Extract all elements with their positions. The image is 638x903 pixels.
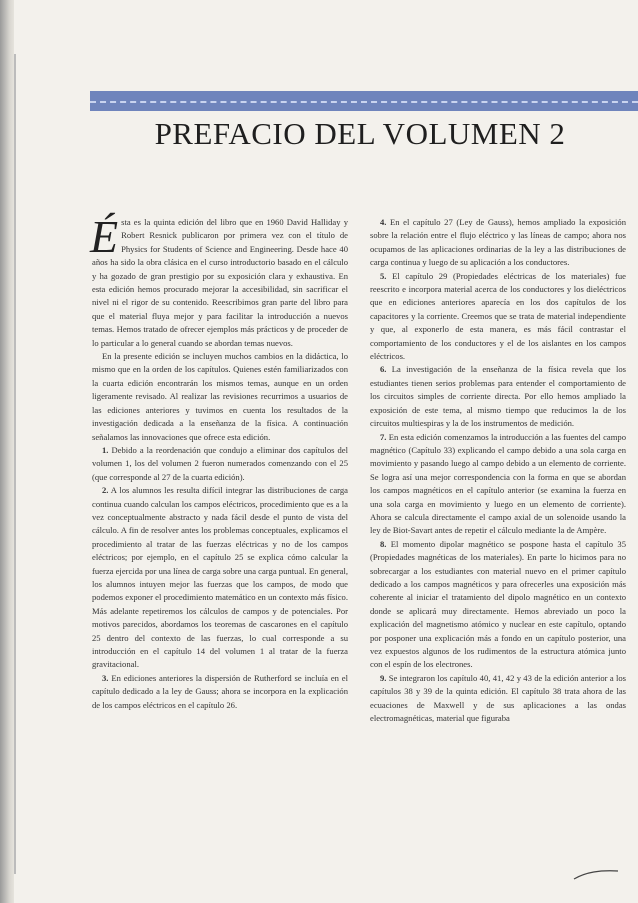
item-text: El momento dipolar magnético se pospone hasta el capítulo 35 (Propiedades magnéticas de los materiales). En parte lo hicimos para no sobrecargar a los estudiantes con material nuevo en el primer capítulo dedicado a los campos magnéticos y para ofrecerles una exposición más coherente al iniciar el tratamiento del dipolo magnético en un contexto donde se aplicará muy directamente. Hemos abreviado un poco la explicación del magnetismo atómico y nuclear en este capítulo, optando por posponer una explicación más a fondo en un capítulo posterior, una vez expuestos algunos de los rudimentos de la estructura atómica junto con el espín de los electrones.	[370, 538, 626, 670]
item-number: 6.	[380, 364, 387, 375]
item-text: El capítulo 29 (Propiedades eléctricas de los materiales) fue reescrito e incorpora material acerca de los conductores y los dieléctricos que en ediciones anteriores aparecía en los dos capítulos de los capacitores y la corriente. Creemos que se trata de material independiente y que, al exponerlo de esta manera, es más fácil contrastar el comportamiento de los conductores y el de los aislantes en los campos eléctricos.	[370, 270, 626, 362]
page-title: PREFACIO DEL VOLUMEN 2	[154, 116, 566, 151]
intro-paragraph	[90, 211, 348, 350]
list-item-1	[92, 444, 348, 484]
list-item-4	[370, 216, 626, 270]
item-text: Se integraron los capítulo 40, 41, 42 y 43 de la edición anterior a los capítulos 38 y 39 de la quinta edición. El capítulo 38 trata ahora de las ecuaciones de Maxwell y de sus aplicaciones a las ondas electromagnéticas, material que figuraba	[370, 672, 626, 724]
item-text: En esta edición comenzamos la introducción a las fuentes del campo magnético (Capítulo 33) explicando el campo debido a una sola carga en movimiento y pasando luego al campo debido a un elemento de corriente. Se logra así una mejor correspondencia con la forma en que se abordan los campos magnéticos en el capítulo anterior (se examina la fuerza en una sola carga en movimiento y luego en un elemento de corriente). Ahora se calcula directamente el campo axial de un solenoide usando la ley de Biot-Savart antes de repetir el cálculo mediante la de Ampère.	[370, 431, 626, 536]
item-number: 3.	[102, 672, 109, 683]
item-number: 7.	[380, 431, 387, 442]
pen-mark-icon	[572, 868, 620, 882]
paragraph-changes: En la presente edición se incluyen muchos cambios en la didáctica, lo mismo que en la orden de los capítulos. Quienes estén familiarizados con la cuarta edición encontrarán los mismos temas, aunque en un orden ligeramente revisado. Al realizar las revisiones recurrimos a usuarios de las ediciones anteriores y tuvimos en cuenta los resultados de la investigación dedicada a la enseñanza de la física. A continuación señalamos las innovaciones que ofrece esta edición.	[92, 351, 348, 442]
item-number: 4.	[380, 217, 387, 227]
list-item-3	[92, 672, 348, 712]
item-number: 5.	[380, 270, 387, 281]
left-column	[90, 211, 348, 712]
item-number: 2.	[102, 485, 109, 496]
header-banner	[90, 91, 638, 111]
item-number: 8.	[380, 538, 387, 549]
item-text: En ediciones anteriores la dispersión de Rutherford se incluía en el capítulo dedicado a la ley de Gauss; ahora se incorpora en la explicación de los campos eléctricos en el capítulo 26.	[92, 672, 348, 710]
binding-edge	[14, 54, 24, 874]
right-column	[370, 216, 626, 725]
intro-text: sta es la quinta edición del libro que en 1960 David Halliday y Robert Resnick publicaron por primera vez con el título de Physics for Students of Science and Engineering. Desde hace 40 años ha sido la obra clásica en el curso introductorio basado en el cálculo y ha gozado de gran prestigio por su exposición clara y exhaustiva. En esta edición hemos procurado mejorar la accesibilidad, sin sacrificar el nivel ni el rigor de su contenido. Reescribimos gran parte del libro para que el material fluya mejor y para facilitar la introducción a nuevos temas. Hemos tratado de ofrecer ejemplos más prácticos y de proceder de lo particular a lo general cuando se abordan temas nuevos.	[92, 217, 348, 348]
drop-cap: É	[90, 211, 119, 262]
item-number: 1.	[102, 444, 109, 455]
item-text: Debido a la reordenación que condujo a eliminar dos capítulos del volumen 1, los del volumen 2 fueron numerados comenzando con el 25 (que corresponde al 27 de la cuarta edición).	[92, 444, 348, 482]
list-item-8	[370, 538, 626, 672]
list-item-7	[370, 431, 626, 538]
item-text: En el capítulo 27 (Ley de Gauss), hemos ampliado la exposición sobre la relación entre el flujo eléctrico y las líneas de campo; ahora nos ocupamos de las aplicaciones ordinarias de la ley a las distribuciones de carga continua y luego de su aplicación a los conductores.	[370, 217, 626, 268]
item-text: La investigación de la enseñanza de la física revela que los estudiantes tienen serios problemas para entender el comportamiento de los circuitos simples de corriente directa. Por ello hemos ampliado la exposición de este tema, al mismo tiempo que reducimos la de los circuitos multiespiras y la de los instrumentos de medición.	[370, 364, 626, 429]
list-item-6	[370, 363, 626, 430]
item-number: 9.	[380, 672, 387, 683]
list-item-2	[92, 484, 348, 672]
list-item-5	[370, 270, 626, 364]
list-item-9	[370, 672, 626, 726]
item-text: A los alumnos les resulta difícil integrar las distribuciones de carga continua cuando calculan los campos eléctricos, procedimiento que es a la vez conceptualmente abstracto y nada fácil desde el punto de vista del cálculo. A fin de resolver antes los problemas conceptuales, explicamos el procedimiento al tratar de las fuerzas eléctricas y no de los campos eléctricos; por ejemplo, en el capítulo 25 se explica cómo calcular la fuerza ejercida por una línea de carga sobre una carga puntual. En general, los alumnos intuyen mejor las fuerzas que los campos, de modo que podemos exponer el procedimiento matemático en un contexto más físico. Más adelante repetiremos los cálculos de campos y de potenciales. Por motivos parecidos, abordamos los teoremas de cascarones en el capítulo 25 dentro del contexto de las fuerzas, lo cual corresponde a su introducción en el capítulo 14 del volumen 1 al tratar de la fuerza gravitacional.	[92, 485, 348, 670]
banner-dashed-line	[90, 101, 638, 103]
